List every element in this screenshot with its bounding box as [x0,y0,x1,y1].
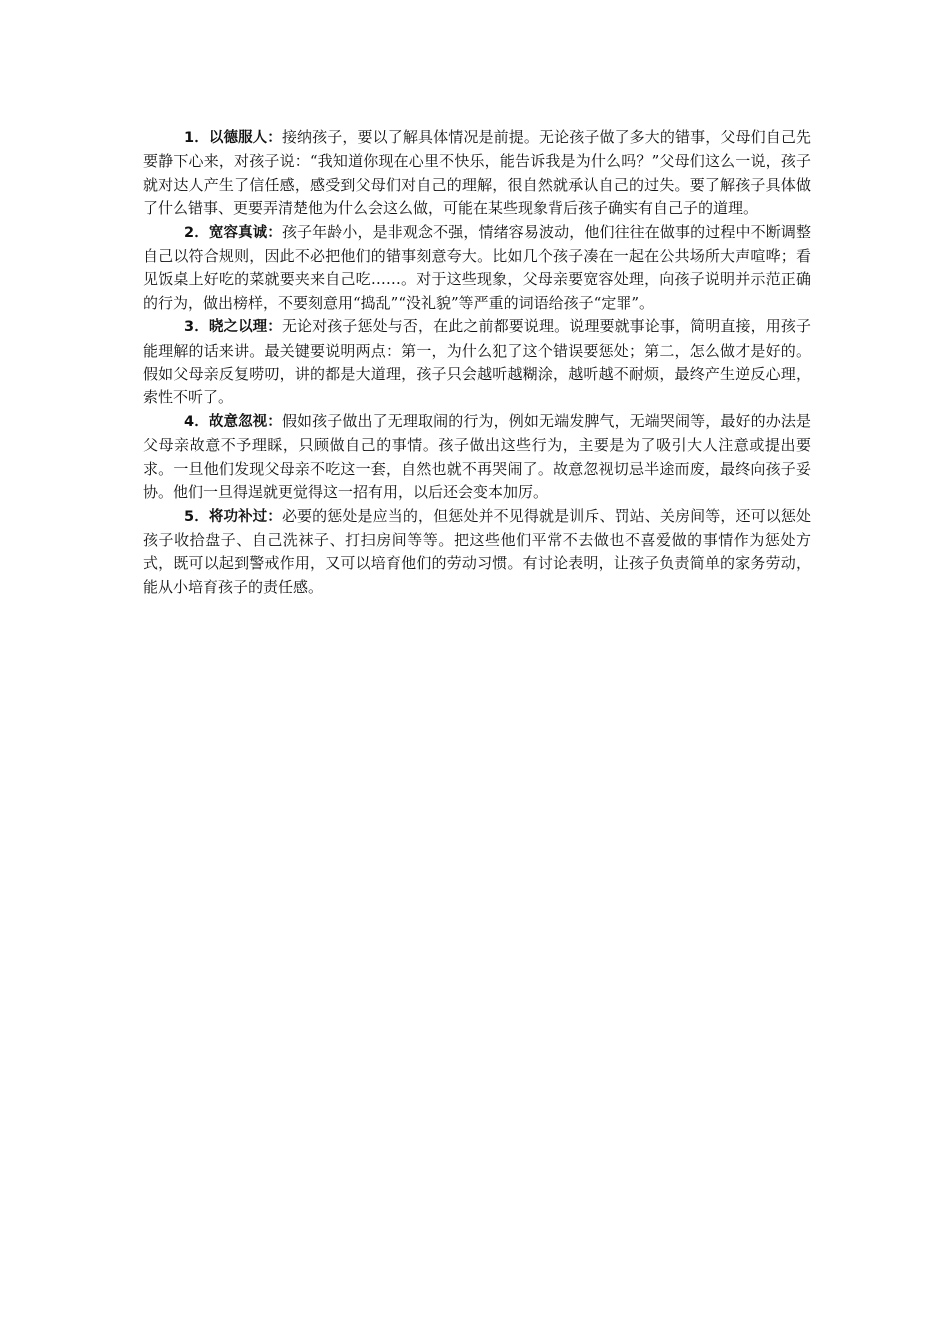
paragraph-heading: 5．将功补过： [184,508,282,525]
paragraph-4 [143,410,811,505]
paragraph-text: 必要的惩处是应当的，但惩处并不见得就是训斥、罚站、关房间等，还可以惩处孩子收拾盘子、自己洗袜子、打扫房间等等。把这些他们平常不去做也不喜爱做的事情作为惩处方式，既可以起到警戒作用，又可以培育他们的劳动习惯。有讨论表明，让孩子负责简单的家务劳动，能从小培育孩子的责任感。 [143,506,811,596]
paragraph-1 [143,126,811,221]
paragraph-text: 接纳孩子，要以了解具体情况是前提。无论孩子做了多大的错事，父母们自己先要静下心来，对孩子说：“我知道你现在心里不快乐，能告诉我是为什么吗？”父母们这么一说，孩子就对达人产生了信任感，感受到父母们对自己的理解，很自然就承认自己的过失。要了解孩子具体做了什么错事、更要弄清楚他为什么会这么做，可能在某些现象背后孩子确实有自己子的道理。 [143,128,811,218]
paragraph-heading: 4．故意忽视： [184,413,282,430]
paragraph-heading: 2．宽容真诚： [184,224,282,241]
paragraph-5 [143,505,811,600]
paragraph-2 [143,221,811,316]
paragraph-heading: 3．晓之以理： [184,319,282,336]
paragraph-heading: 1．以德服人： [184,130,282,146]
document-body [143,126,811,599]
paragraph-3 [143,315,811,410]
paragraph-text: 孩子年龄小，是非观念不强，情绪容易波动，他们往往在做事的过程中不断调整自己以符合规则，因此不必把他们的错事刻意夸大。比如几个孩子凑在一起在公共场所大声喧哗；看见饭桌上好吃的菜就要夹来自己吃……。对于这些现象，父母亲要宽容处理，向孩子说明并示范正确的行为，做出榜样，不要刻意用“捣乱”“没礼貌”等严重的词语给孩子“定罪”。 [143,222,811,312]
paragraph-text: 假如孩子做出了无理取闹的行为，例如无端发脾气，无端哭闹等，最好的办法是父母亲故意不予理睬，只顾做自己的事情。孩子做出这些行为，主要是为了吸引大人注意或提出要求。一旦他们发现父母亲不吃这一套，自然也就不再哭闹了。故意忽视切忌半途而废，最终向孩子妥协。他们一旦得逞就更觉得这一招有用，以后还会变本加厉。 [143,411,811,502]
paragraph-text: 无论对孩子惩处与否，在此之前都要说理。说理要就事论事，简明直接，用孩子能理解的话来讲。最关键要说明两点：第一，为什么犯了这个错误要惩处；第二，怎么做才是好的。假如父母亲反复唠叨，讲的都是大道理，孩子只会越听越糊涂，越听越不耐烦，最终产生逆反心理，索性不听了。 [143,317,811,407]
